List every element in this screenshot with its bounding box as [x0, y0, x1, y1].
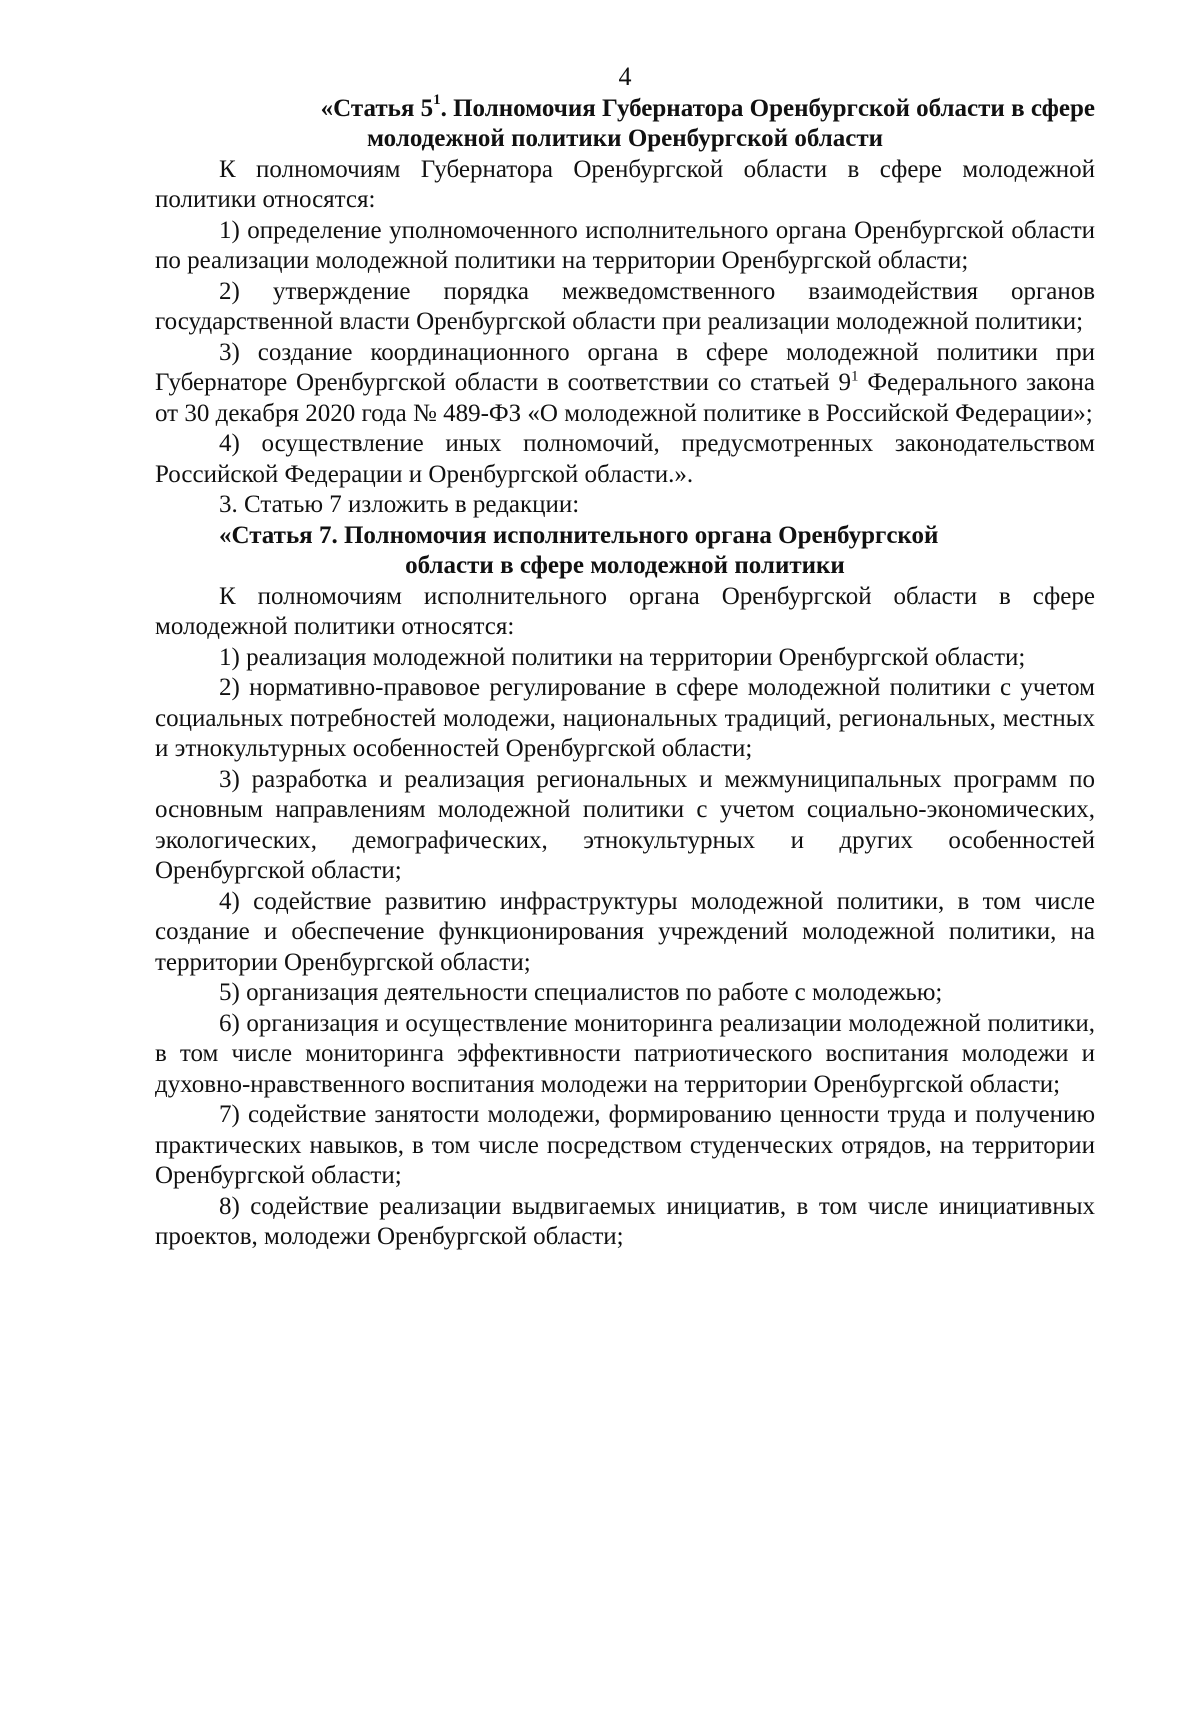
article7-item-3: 3) разработка и реализация региональных и межмуниципальных программ по основным направлениям молодежной политики с учетом социально-экономических, экологических, демографических, этнокультурных и других особенностей Оренбургской области; [155, 765, 1095, 884]
article5-title-prefix: «Статья 5 [320, 94, 434, 122]
article7-title-line1: «Статья 7. Полномочия исполнительного органа Оренбургской [219, 521, 939, 549]
article5-item-3-text-rest: Федерального закона от 30 декабря 2020 года № 489-ФЗ «О молодежной политике в Российской Федерации»; [155, 369, 1095, 427]
article7-item-4: 4) содействие развитию инфраструктуры молодежной политики, в том числе создание и обеспечение функционирования учреждений молодежной политики, на территории Оренбургской области; [155, 887, 1095, 976]
article7-title-line2: области в сфере молодежной политики [405, 552, 845, 579]
document-page [155, 62, 1095, 1253]
article7-item-5: 5) организация деятельности специалистов по работе с молодежью; [219, 979, 943, 1006]
article7-item-6: 6) организация и осуществление мониторинга реализации молодежной политики, в том числе мониторинга эффективности патриотического воспитания молодежи и духовно-нравственного воспитания молодежи на территории Оренбургской области; [155, 1009, 1095, 1098]
article5-item-3-text: 3) создание координационного органа в сфере молодежной политики при Губернаторе Оренбургской области в соответствии со статьей 9 [155, 338, 1095, 396]
article5-title-superscript: 1 [433, 92, 441, 109]
article7-item-2: 2) нормативно-правовое регулирование в сфере молодежной политики с учетом социальных потребностей молодежи, национальных традиций, региональных, местных и этнокультурных особенностей Оренбургской области; [155, 674, 1095, 762]
article5-item-4: 4) осуществление иных полномочий, предусмотренных законодательством Российской Федерации и Оренбургской области.». [155, 430, 1095, 488]
article5-item-2: 2) утверждение порядка межведомственного взаимодействия органов государственной власти Оренбургской области при реализации молодежной политики; [155, 277, 1095, 335]
article5-intro: К полномочиям Губернатора Оренбургской области в сфере молодежной политики относятся: [155, 155, 1095, 213]
article5-item-3-superscript: 1 [851, 368, 859, 385]
article7-item-8: 8) содействие реализации выдвигаемых инициатив, в том числе инициативных проектов, молодежи Оренбургской области; [155, 1192, 1095, 1250]
article7-item-7: 7) содействие занятости молодежи, формированию ценности труда и получению практических навыков, в том числе посредством студенческих отрядов, на территории Оренбургской области; [155, 1101, 1095, 1189]
article5-item-3 [155, 338, 1095, 430]
article7-item-1: 1) реализация молодежной политики на территории Оренбургской области; [219, 643, 1026, 671]
article5-title-line1 [155, 94, 1095, 125]
clause-3: 3. Статью 7 изложить в редакции: [219, 491, 580, 518]
article5-title-line2: молодежной политики Оренбургской области [366, 125, 883, 152]
page-number: 4 [618, 62, 632, 91]
article7-intro: К полномочиям исполнительного органа Оренбургской области в сфере молодежной политики относятся: [155, 582, 1095, 640]
article5-item-1: 1) определение уполномоченного исполнительного органа Оренбургской области по реализации молодежной политики на территории Оренбургской области; [155, 216, 1095, 274]
article5-title-rest: . Полномочия Губернатора Оренбургской области в сфере [440, 94, 1095, 122]
